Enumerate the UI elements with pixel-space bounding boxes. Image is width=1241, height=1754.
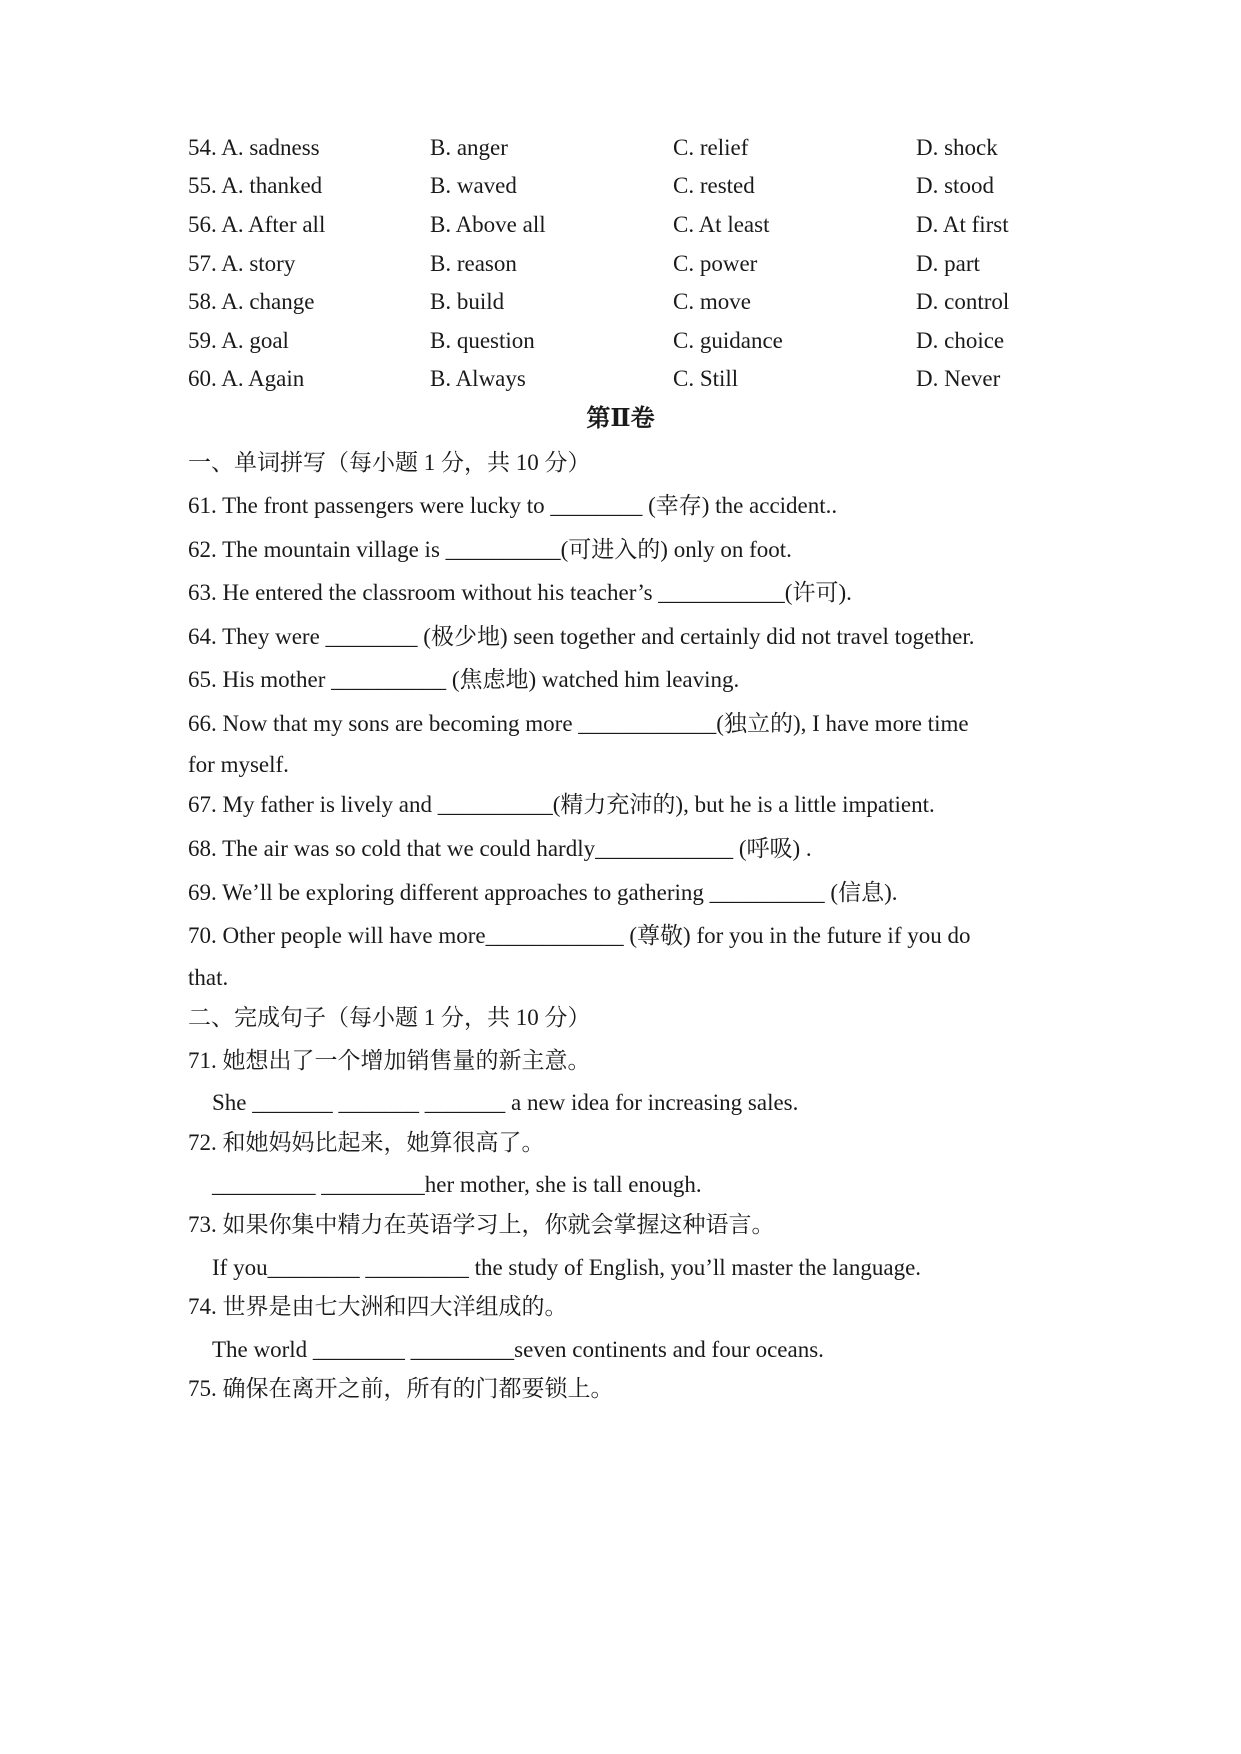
question-number: 59. — [188, 328, 217, 353]
option-b: B. question — [430, 328, 535, 353]
question-68: 68. The air was so cold that we could hardly____________ (呼吸) . — [188, 836, 812, 861]
question-70-line2: that. — [188, 965, 229, 990]
section1-heading: 一、单词拼写（每小题 1 分，共 10 分） — [188, 450, 591, 475]
question-74-english: The world ________ _________seven continents and four oceans. — [212, 1337, 824, 1362]
question-61: 61. The front passengers were lucky to ________ (幸存) the accident.. — [188, 493, 838, 518]
option-a — [188, 210, 325, 240]
question-number: 54. — [188, 135, 217, 160]
choice-row-55 — [188, 171, 1088, 201]
option-a — [188, 326, 289, 356]
volume-title: 第Ⅱ卷 — [586, 406, 655, 432]
question-71-chinese: 71. 她想出了一个增加销售量的新主意。 — [188, 1048, 591, 1073]
option-c: C. rested — [673, 173, 755, 198]
question-number: 57. — [188, 251, 217, 276]
option-b: B. anger — [430, 135, 508, 160]
question-73-english: If you________ _________ the study of English, you’ll master the language. — [212, 1255, 922, 1280]
option-d: D. Never — [916, 366, 1001, 391]
option-d: D. choice — [916, 328, 1005, 353]
question-70-line1: 70. Other people will have more____________ (尊敬) for you in the future if you do — [188, 923, 971, 948]
question-number: 56. — [188, 212, 217, 237]
question-62: 62. The mountain village is __________(可进入的) only on foot. — [188, 537, 792, 562]
question-72-chinese: 72. 和她妈妈比起来，她算很高了。 — [188, 1130, 545, 1155]
option-c: C. relief — [673, 135, 749, 160]
option-a-text: A. story — [221, 251, 296, 276]
option-a-text: A. thanked — [221, 173, 323, 198]
option-d: D. At first — [916, 212, 1009, 237]
option-c: C. guidance — [673, 328, 783, 353]
option-a — [188, 249, 295, 279]
option-d: D. stood — [916, 173, 994, 198]
question-number: 58. — [188, 289, 217, 314]
question-64: 64. They were ________ (极少地) seen together and certainly did not travel together. — [188, 624, 975, 649]
option-c: C. At least — [673, 212, 770, 237]
question-74-chinese: 74. 世界是由七大洲和四大洋组成的。 — [188, 1294, 568, 1319]
choice-row-60 — [188, 364, 1088, 394]
choice-row-56 — [188, 210, 1088, 240]
question-69: 69. We’ll be exploring different approaches to gathering __________ (信息). — [188, 880, 898, 905]
question-75-chinese: 75. 确保在离开之前，所有的门都要锁上。 — [188, 1376, 614, 1401]
option-a — [188, 171, 322, 201]
option-a-text: A. sadness — [221, 135, 320, 160]
option-a-text: A. change — [221, 289, 315, 314]
question-67: 67. My father is lively and __________(精力充沛的), but he is a little impatient. — [188, 792, 935, 817]
option-b: B. Above all — [430, 212, 546, 237]
option-b: B. reason — [430, 251, 517, 276]
choice-row-57 — [188, 249, 1088, 279]
question-66-line1: 66. Now that my sons are becoming more ____________(独立的), I have more time — [188, 711, 969, 736]
choice-row-54 — [188, 133, 1088, 163]
option-a — [188, 287, 314, 317]
question-number: 60. — [188, 366, 217, 391]
question-65: 65. His mother __________ (焦虑地) watched him leaving. — [188, 667, 740, 692]
option-d: D. part — [916, 251, 980, 276]
question-number: 55. — [188, 173, 217, 198]
question-73-chinese: 73. 如果你集中精力在英语学习上，你就会掌握这种语言。 — [188, 1212, 775, 1237]
option-c: C. power — [673, 251, 758, 276]
option-d: D. control — [916, 289, 1010, 314]
question-66-line2: for myself. — [188, 752, 289, 777]
option-d: D. shock — [916, 135, 998, 160]
option-b: B. waved — [430, 173, 517, 198]
option-a-text: A. Again — [221, 366, 305, 391]
question-72-english: _________ _________her mother, she is tall enough. — [212, 1172, 702, 1197]
choice-row-58 — [188, 287, 1088, 317]
option-a — [188, 364, 304, 394]
question-71-english: She _______ _______ _______ a new idea for increasing sales. — [212, 1090, 799, 1115]
question-63: 63. He entered the classroom without his teacher’s ___________(许可). — [188, 580, 852, 605]
option-c: C. move — [673, 289, 751, 314]
section2-heading: 二、完成句子（每小题 1 分，共 10 分） — [188, 1005, 591, 1030]
option-a-text: A. goal — [221, 328, 289, 353]
choice-row-59 — [188, 326, 1088, 356]
option-a-text: A. After all — [221, 212, 326, 237]
option-a — [188, 133, 320, 163]
option-c: C. Still — [673, 366, 739, 391]
option-b: B. build — [430, 289, 505, 314]
option-b: B. Always — [430, 366, 526, 391]
